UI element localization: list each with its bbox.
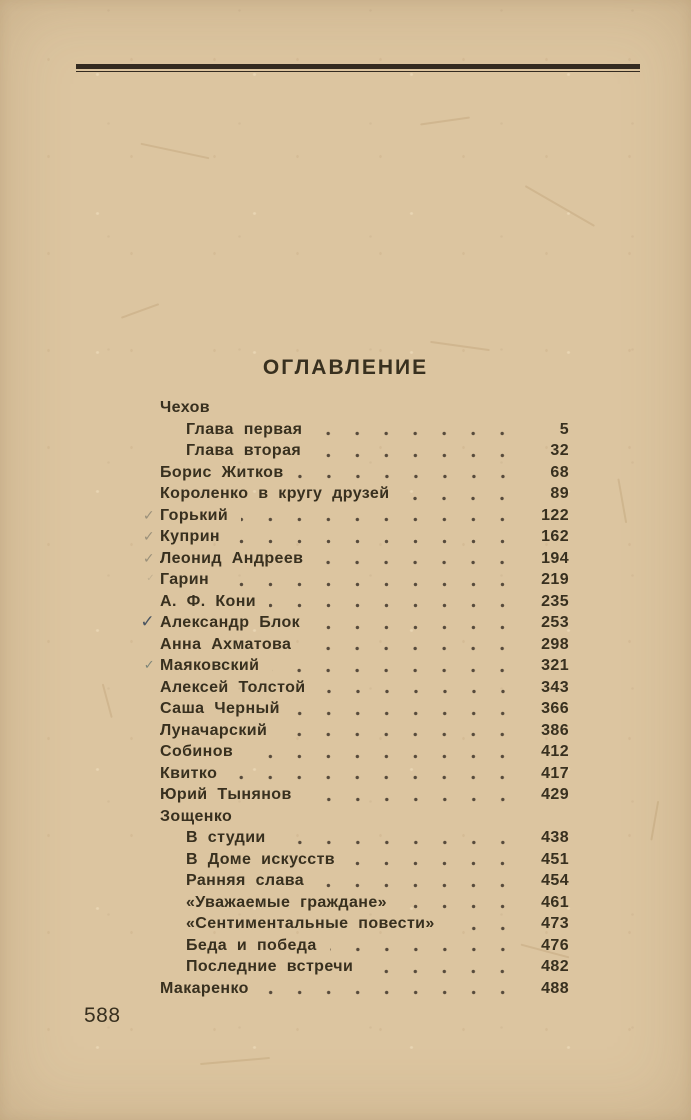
toc-list — [132, 397, 569, 999]
checkmark-icon — [132, 827, 158, 849]
checkmark-icon — [132, 892, 158, 914]
toc-row — [132, 741, 569, 763]
dot-leader — [223, 397, 519, 419]
toc-entry-label: Саша Черный — [160, 700, 280, 717]
toc-entry-label: Собинов — [160, 743, 234, 760]
paper-fiber-mark — [618, 478, 627, 523]
dot-leader — [315, 419, 519, 441]
dot-leader — [241, 505, 519, 527]
toc-entry-label: Борис Житков — [160, 463, 284, 481]
toc-row — [132, 913, 569, 935]
paper-fiber-mark — [121, 303, 159, 318]
paper-fiber-mark — [102, 684, 113, 718]
checkmark-icon — [132, 978, 158, 1000]
dot-leader — [230, 763, 519, 785]
checkmark-icon: ✓ — [142, 528, 155, 544]
toc-entry-label: Юрий Тынянов — [160, 786, 292, 803]
checkmark-icon — [132, 698, 158, 720]
top-rule — [76, 64, 640, 72]
toc-entry-label: Александр Блок — [160, 614, 301, 631]
toc-row — [132, 698, 569, 720]
checkmark-icon: ✓ — [146, 573, 155, 584]
checkmark-icon: ✓ — [143, 657, 155, 672]
toc-row — [132, 892, 569, 914]
toc-entry-page: 476 — [541, 936, 569, 954]
toc-entry-label: Беда и победа — [186, 936, 317, 954]
checkmark-icon — [132, 462, 158, 484]
toc-entry-page: 68 — [550, 463, 569, 481]
toc-entry-label: «Сентиментальные повести» — [186, 915, 435, 932]
toc-row — [132, 483, 569, 505]
page-number: 588 — [84, 1004, 121, 1027]
dot-leader — [317, 870, 519, 892]
checkmark-icon — [132, 956, 158, 978]
toc-entry-page: 219 — [541, 571, 569, 588]
toc-row — [132, 612, 569, 634]
toc-entry-label: Куприн — [160, 528, 221, 545]
toc-entry-label: Горький — [160, 506, 229, 524]
toc-row — [132, 784, 569, 806]
toc-entry-label: Глава первая — [186, 420, 303, 438]
dot-leader — [400, 892, 519, 914]
toc-entry-label: Маяковский — [160, 657, 260, 674]
dot-leader — [280, 720, 519, 742]
toc-row — [132, 462, 569, 484]
dot-leader — [366, 956, 519, 978]
toc-row — [132, 870, 569, 892]
toc-row — [132, 591, 569, 613]
dot-leader — [222, 569, 519, 591]
dot-leader — [245, 806, 519, 828]
toc-entry-page: 482 — [541, 958, 569, 975]
paper-fiber-mark — [141, 143, 210, 159]
toc-row — [132, 677, 569, 699]
checkmark-icon — [132, 720, 158, 742]
checkmark-icon — [132, 849, 158, 871]
checkmark-icon — [132, 419, 158, 441]
toc-entry-label: Алексей Толстой — [160, 678, 306, 696]
toc-entry-page: 473 — [541, 915, 569, 932]
dot-leader — [233, 526, 519, 548]
toc-entry-page: 451 — [541, 850, 569, 868]
toc-entry-page: 412 — [541, 743, 569, 760]
checkmark-icon — [132, 784, 158, 806]
toc-row — [132, 505, 569, 527]
checkmark-icon — [132, 634, 158, 656]
toc-entry-page: 122 — [541, 506, 569, 524]
toc-entry-label: Последние встречи — [186, 958, 354, 975]
dot-leader — [448, 913, 519, 935]
paper-fiber-mark — [651, 801, 659, 841]
checkmark-icon — [132, 913, 158, 935]
dot-leader — [305, 784, 519, 806]
dot-leader — [313, 612, 519, 634]
toc-row — [132, 956, 569, 978]
toc-entry-page: 461 — [541, 893, 569, 911]
paper-fiber-mark — [430, 341, 490, 351]
toc-entry-page: 343 — [541, 678, 569, 696]
dot-leader — [279, 827, 519, 849]
checkmark-icon: ✓ — [140, 612, 155, 631]
paper-fiber-mark — [420, 117, 470, 125]
toc-row — [132, 526, 569, 548]
toc-row — [132, 978, 569, 1000]
dot-leader — [293, 698, 519, 720]
toc-entry-page: 194 — [541, 549, 569, 567]
checkmark-icon — [132, 763, 158, 785]
toc-entry-page: 5 — [559, 420, 569, 438]
toc-entry-label: Макаренко — [160, 979, 249, 997]
toc-row — [132, 720, 569, 742]
toc-row — [132, 806, 569, 828]
paper-fiber-mark — [200, 1057, 270, 1065]
toc-entry-label: Короленко в кругу друзей — [160, 485, 390, 502]
toc-row — [132, 827, 569, 849]
toc-entry-page: 417 — [541, 764, 569, 782]
toc-row — [132, 548, 569, 570]
toc-row — [132, 849, 569, 871]
toc-entry-page: 321 — [541, 657, 569, 674]
toc-row — [132, 397, 569, 419]
dot-leader — [330, 935, 519, 957]
checkmark-icon — [132, 440, 158, 462]
toc-entry-page: 253 — [541, 614, 569, 631]
toc-entry-label: В Доме искусств — [186, 850, 336, 868]
dot-leader — [348, 849, 519, 871]
checkmark-icon — [132, 397, 158, 419]
checkmark-icon: ✓ — [142, 506, 155, 523]
checkmark-icon — [132, 677, 158, 699]
dot-leader — [272, 655, 519, 677]
toc-entry-page: 366 — [541, 700, 569, 717]
checkmark-icon — [132, 483, 158, 505]
toc-entry-label: Луначарский — [160, 721, 268, 739]
toc-entry-page: 438 — [541, 829, 569, 846]
toc-entry-page: 298 — [541, 635, 569, 653]
checkmark-icon: ✓ — [142, 549, 155, 566]
toc-row — [132, 440, 569, 462]
toc-row — [132, 569, 569, 591]
checkmark-icon — [132, 806, 158, 828]
toc-entry-label: «Уважаемые граждане» — [186, 893, 387, 911]
dot-leader — [262, 978, 519, 1000]
toc-row — [132, 655, 569, 677]
dot-leader — [246, 741, 519, 763]
checkmark-icon — [132, 935, 158, 957]
page-title: ОГЛАВЛЕНИЕ — [262, 356, 429, 379]
toc-entry-page: 454 — [541, 872, 569, 889]
toc-entry-page: 89 — [550, 485, 569, 502]
dot-leader — [297, 462, 519, 484]
toc-row — [132, 935, 569, 957]
checkmark-icon — [132, 591, 158, 613]
toc-entry-page: 235 — [541, 592, 569, 610]
toc-entry-label: Гарин — [160, 571, 210, 588]
toc-entry-page: 162 — [541, 528, 569, 545]
dot-leader — [319, 677, 519, 699]
toc-entry-label: Квитко — [160, 764, 218, 782]
toc-row — [132, 763, 569, 785]
dot-leader — [316, 548, 519, 570]
toc-entry-label: А. Ф. Кони — [160, 592, 257, 610]
dot-leader — [304, 634, 519, 656]
toc-entry-page: 429 — [541, 786, 569, 803]
toc-entry-label: Анна Ахматова — [160, 635, 292, 653]
toc-row — [132, 634, 569, 656]
toc-entry-label: Леонид Андреев — [160, 549, 304, 567]
dot-leader — [314, 440, 519, 462]
toc-entry-page: 488 — [541, 979, 569, 997]
dot-leader — [402, 483, 519, 505]
checkmark-icon — [132, 870, 158, 892]
toc-row — [132, 419, 569, 441]
checkmark-icon — [132, 741, 158, 763]
toc-entry-label: Чехов — [160, 399, 211, 416]
toc-entry-label: В студии — [186, 829, 266, 846]
paper-fiber-mark — [525, 185, 595, 226]
toc-entry-label: Глава вторая — [186, 442, 302, 459]
toc-entry-label: Зощенко — [160, 807, 233, 825]
dot-leader — [269, 591, 519, 613]
toc-entry-label: Ранняя слава — [186, 872, 305, 889]
toc-entry-page: 386 — [541, 721, 569, 739]
toc-entry-page: 32 — [550, 442, 569, 459]
